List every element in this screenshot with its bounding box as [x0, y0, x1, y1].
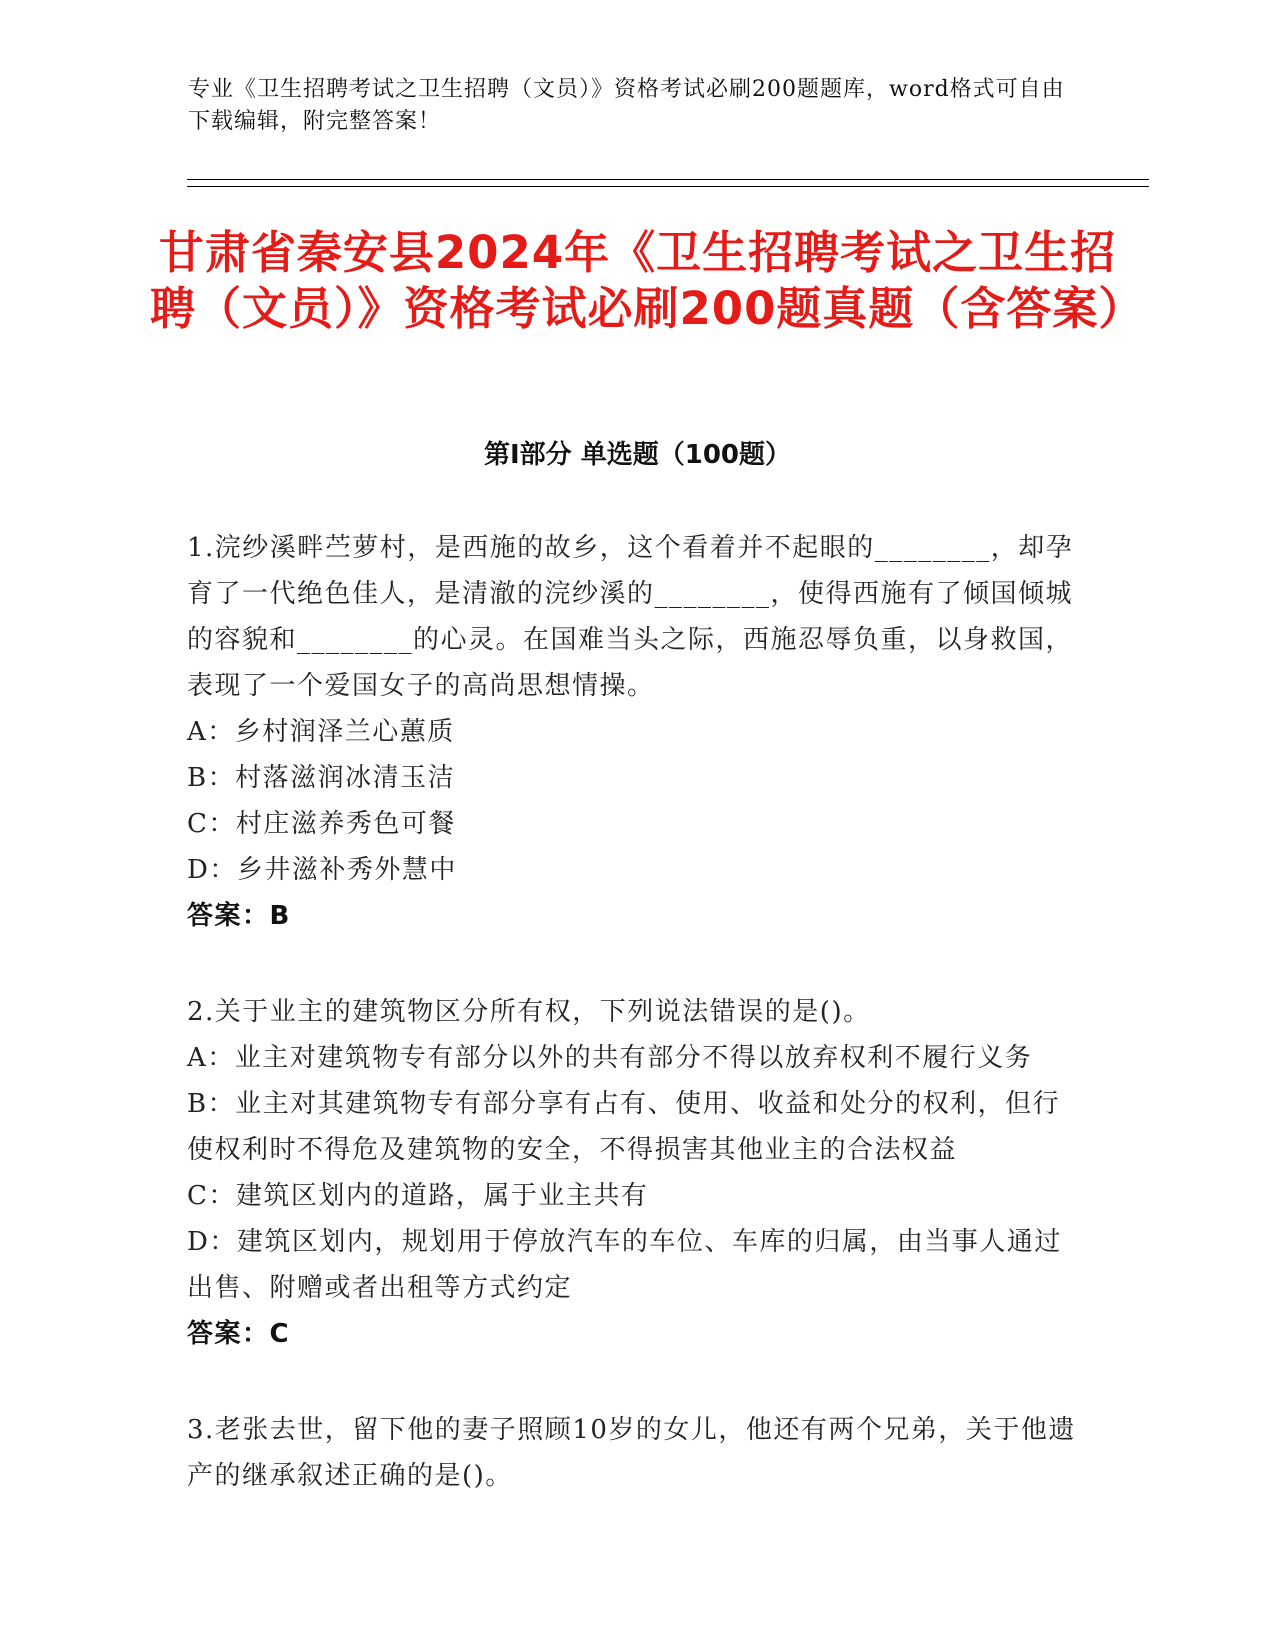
option-c: C：建筑区划内的道路，属于业主共有 [187, 1181, 649, 1211]
option-d: D：建筑区划内，规划用于停放汽车的车位、车库的归属，由当事人通过出售、附赠或者出租等方式约定 [187, 1227, 1062, 1303]
option-c: C：村庄滋养秀色可餐 [187, 809, 456, 839]
answer-label: 答案：B [187, 901, 291, 931]
option-a: A：业主对建筑物专有部分以外的共有部分不得以放弃权利不履行义务 [187, 1043, 1033, 1073]
question-stem: 1.浣纱溪畔苎萝村，是西施的故乡，这个看着并不起眼的________，却孕育了一代绝色佳人，是清澈的浣纱溪的________，使得西施有了倾国倾城的容貌和________的心灵。在国难当头之际，西施忍辱负重，以身救国，表现了一个爱国女子的高尚思想情操。 [187, 533, 1074, 701]
question-stem: 2.关于业主的建筑物区分所有权，下列说法错误的是()。 [187, 997, 871, 1027]
document-title: 甘肃省秦安县2024年《卫生招聘考试之卫生招聘（文员）》资格考试必刷200题真题（含答案） [150, 226, 1145, 335]
question-stem: 3.老张去世，留下他的妻子照顾10岁的女儿，他还有两个兄弟，关于他遗产的继承叙述正确的是()。 [187, 1415, 1076, 1491]
option-a: A：乡村润泽兰心蕙质 [187, 717, 455, 747]
question-2 [187, 989, 1077, 1357]
question-list [187, 525, 1077, 1549]
question-3 [187, 1407, 1077, 1499]
header-divider-bottom [187, 186, 1149, 187]
header-divider-top [187, 179, 1149, 180]
option-d: D：乡井滋补秀外慧中 [187, 855, 457, 885]
option-b: B：村落滋润冰清玉洁 [187, 763, 456, 793]
option-b: B：业主对其建筑物专有部分享有占有、使用、收益和处分的权利，但行使权利时不得危及建筑物的安全，不得损害其他业主的合法权益 [187, 1089, 1061, 1165]
question-1 [187, 525, 1077, 939]
section-heading: 第Ⅰ部分 单选题（100题） [484, 440, 791, 470]
header-note: 专业《卫生招聘考试之卫生招聘（文员）》资格考试必刷200题题库，word格式可自由下载编辑，附完整答案！ [188, 77, 1065, 134]
answer-label: 答案：C [187, 1319, 291, 1349]
